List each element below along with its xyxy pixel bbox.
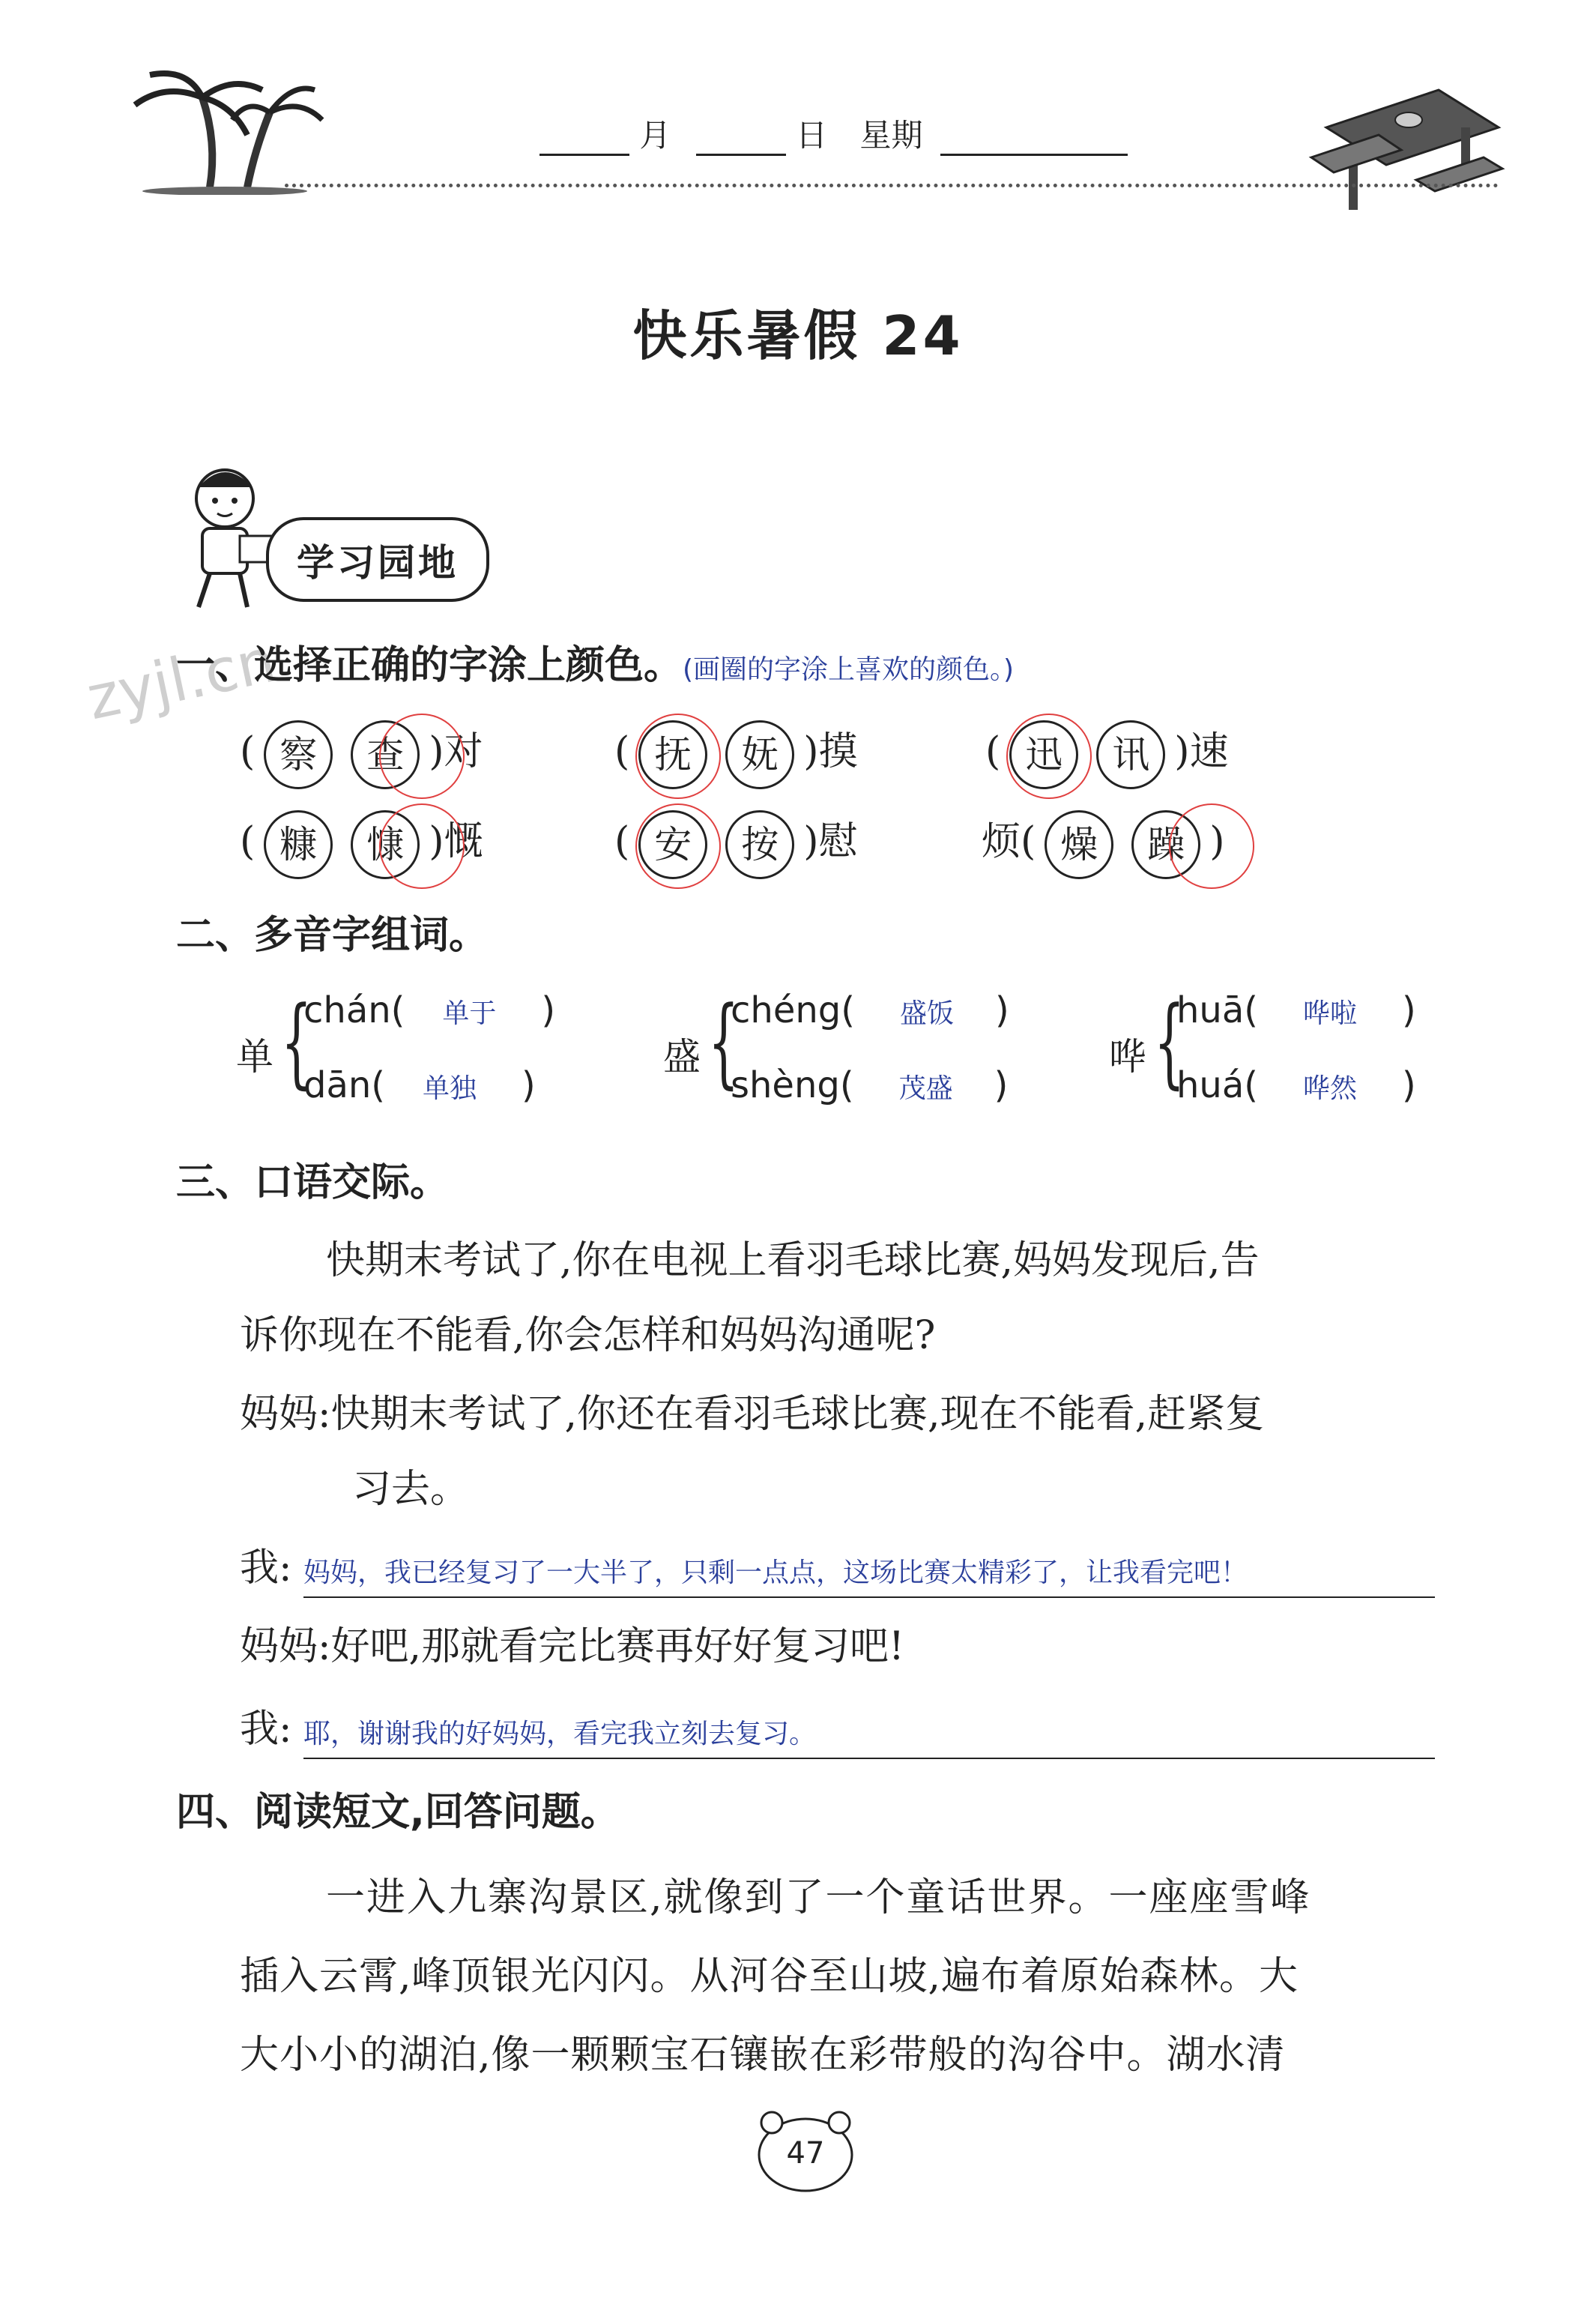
section4-heading: 四、阅读短文,回答问题。 (176, 1790, 620, 1835)
answer-text: 盛饭 (899, 998, 954, 1029)
polyphone-group-2 (663, 985, 1038, 1124)
me-answer-line-1[interactable] (303, 1551, 1435, 1598)
word-prefix: 烦( (982, 819, 1036, 864)
answer-circle-mark (379, 714, 465, 799)
polyphone-char: 盛 (663, 1035, 701, 1079)
choice-group-3: ( 迅 讯 )速 (985, 720, 1229, 789)
brace-symbol: { (281, 985, 312, 1099)
answer-text: 单于 (442, 998, 497, 1029)
day-label: 日 (796, 117, 828, 154)
char-option[interactable]: 察 (264, 720, 333, 789)
close-paren: ) (1402, 989, 1416, 1031)
pinyin: dān( (303, 1064, 386, 1106)
pinyin: chán( (303, 989, 405, 1031)
mom-line1: 妈妈:快期末考试了,你还在看羽毛球比赛,现在不能看,赶紧复 (240, 1392, 1265, 1437)
word-suffix: 速 (1189, 729, 1229, 774)
watermark: zyjl.cn (81, 625, 282, 734)
word-suffix: 慰 (818, 819, 858, 864)
char-option[interactable]: 躁 (1131, 810, 1200, 879)
char-option[interactable]: 慷 (351, 810, 420, 879)
palm-tree-illustration (120, 67, 330, 195)
choice-group-5: ( 安 按 )慰 (614, 809, 858, 879)
pinyin: huā( (1176, 989, 1258, 1031)
word-suffix: 摸 (818, 729, 858, 774)
char-option[interactable]: 燥 (1045, 810, 1113, 879)
brace-symbol: { (1154, 985, 1185, 1099)
close-paren: ) (522, 1064, 536, 1106)
answer-text: 哗然 (1302, 1073, 1357, 1104)
answer-circle-mark (379, 803, 465, 889)
dialog-intro-line2: 诉你现在不能看,你会怎样和妈妈沟通呢? (240, 1313, 936, 1358)
me-label: 我: (240, 1545, 292, 1590)
reading-line-2: 插入云霄,峰顶银光闪闪。从河谷至山坡,遍布着原始森林。大 (240, 1954, 1299, 1999)
reading-line-1: 一进入九寨沟景区,就像到了一个童话世界。一座座雪峰 (326, 1875, 1311, 1920)
section3-heading: 三、口语交际。 (176, 1160, 450, 1205)
polyphone-group-3 (1109, 985, 1484, 1124)
polyphone-char: 哗 (1109, 1035, 1146, 1079)
page-number: 47 (786, 2136, 825, 2171)
section1-note: (画圈的字涂上喜欢的颜色。) (683, 654, 1015, 685)
mom-line1-cont: 习去。 (352, 1467, 470, 1512)
word-suffix: ) (1209, 819, 1225, 864)
char-option[interactable]: 抚 (638, 720, 707, 789)
word-suffix: 对 (444, 729, 483, 774)
study-section-badge: 学习园地 (266, 517, 489, 602)
brace-symbol: { (708, 985, 740, 1099)
char-option[interactable]: 妩 (725, 720, 794, 789)
char-option[interactable]: 迅 (1009, 720, 1078, 789)
section2-heading: 二、多音字组词。 (176, 913, 489, 958)
weekday-label: 星期 (859, 117, 923, 154)
choice-group-1: ( 察 查 )对 (240, 720, 483, 789)
answer-text: 茂盛 (898, 1073, 953, 1104)
close-paren: ) (541, 989, 556, 1031)
polyphone-char: 单 (236, 1035, 273, 1079)
me-answer-2: 耶，谢谢我的好妈妈，看完我立刻去复习。 (303, 1719, 817, 1749)
word-suffix: 慨 (444, 819, 483, 864)
answer-circle-mark (635, 803, 721, 889)
close-paren: ) (994, 1064, 1009, 1106)
reading-line-3: 大小小的湖泊,像一颗颗宝石镶嵌在彩带般的沟谷中。湖水清 (240, 2033, 1286, 2078)
char-option[interactable]: 按 (725, 810, 794, 879)
month-label: 月 (639, 117, 671, 154)
date-header (539, 111, 1128, 156)
me-label-2: 我: (240, 1707, 292, 1752)
choice-group-4: ( 糠 慷 )慨 (240, 809, 483, 879)
char-option[interactable]: 查 (351, 720, 420, 789)
answer-circle-mark (635, 714, 721, 799)
char-option[interactable]: 糠 (264, 810, 333, 879)
page-title: 快乐暑假 24 (632, 304, 964, 367)
me-answer-line-2[interactable] (303, 1713, 1435, 1759)
char-option[interactable]: 安 (638, 810, 707, 879)
answer-text: 单独 (423, 1073, 477, 1104)
pinyin: shèng( (731, 1064, 854, 1106)
char-option[interactable]: 讯 (1096, 720, 1165, 789)
answer-text: 哗啦 (1302, 998, 1357, 1029)
picnic-table-illustration (1304, 75, 1506, 225)
close-paren: ) (1402, 1064, 1416, 1106)
polyphone-group-1 (236, 985, 611, 1124)
answer-circle-mark (1006, 714, 1092, 799)
answer-circle-mark (1169, 803, 1254, 889)
student-reading-illustration (169, 457, 281, 615)
me-answer-1: 妈妈，我已经复习了一大半了，只剩一点点，这场比赛太精彩了，让我看完吧！ (303, 1557, 1248, 1588)
close-paren: ) (994, 989, 1009, 1031)
section1-title: 一、选择正确的字涂上颜色。 (176, 643, 683, 688)
pinyin: chéng( (731, 989, 855, 1031)
dialog-intro-line1: 快期末考试了,你在电视上看羽毛球比赛,妈妈发现后,告 (326, 1238, 1260, 1283)
header-dotted-line (285, 184, 1499, 187)
choice-group-2: ( 抚 妩 )摸 (614, 720, 858, 789)
section1-heading (176, 633, 1014, 690)
pinyin: huá( (1176, 1064, 1258, 1106)
mom-line2: 妈妈:好吧,那就看完比赛再好好复习吧! (240, 1624, 904, 1669)
